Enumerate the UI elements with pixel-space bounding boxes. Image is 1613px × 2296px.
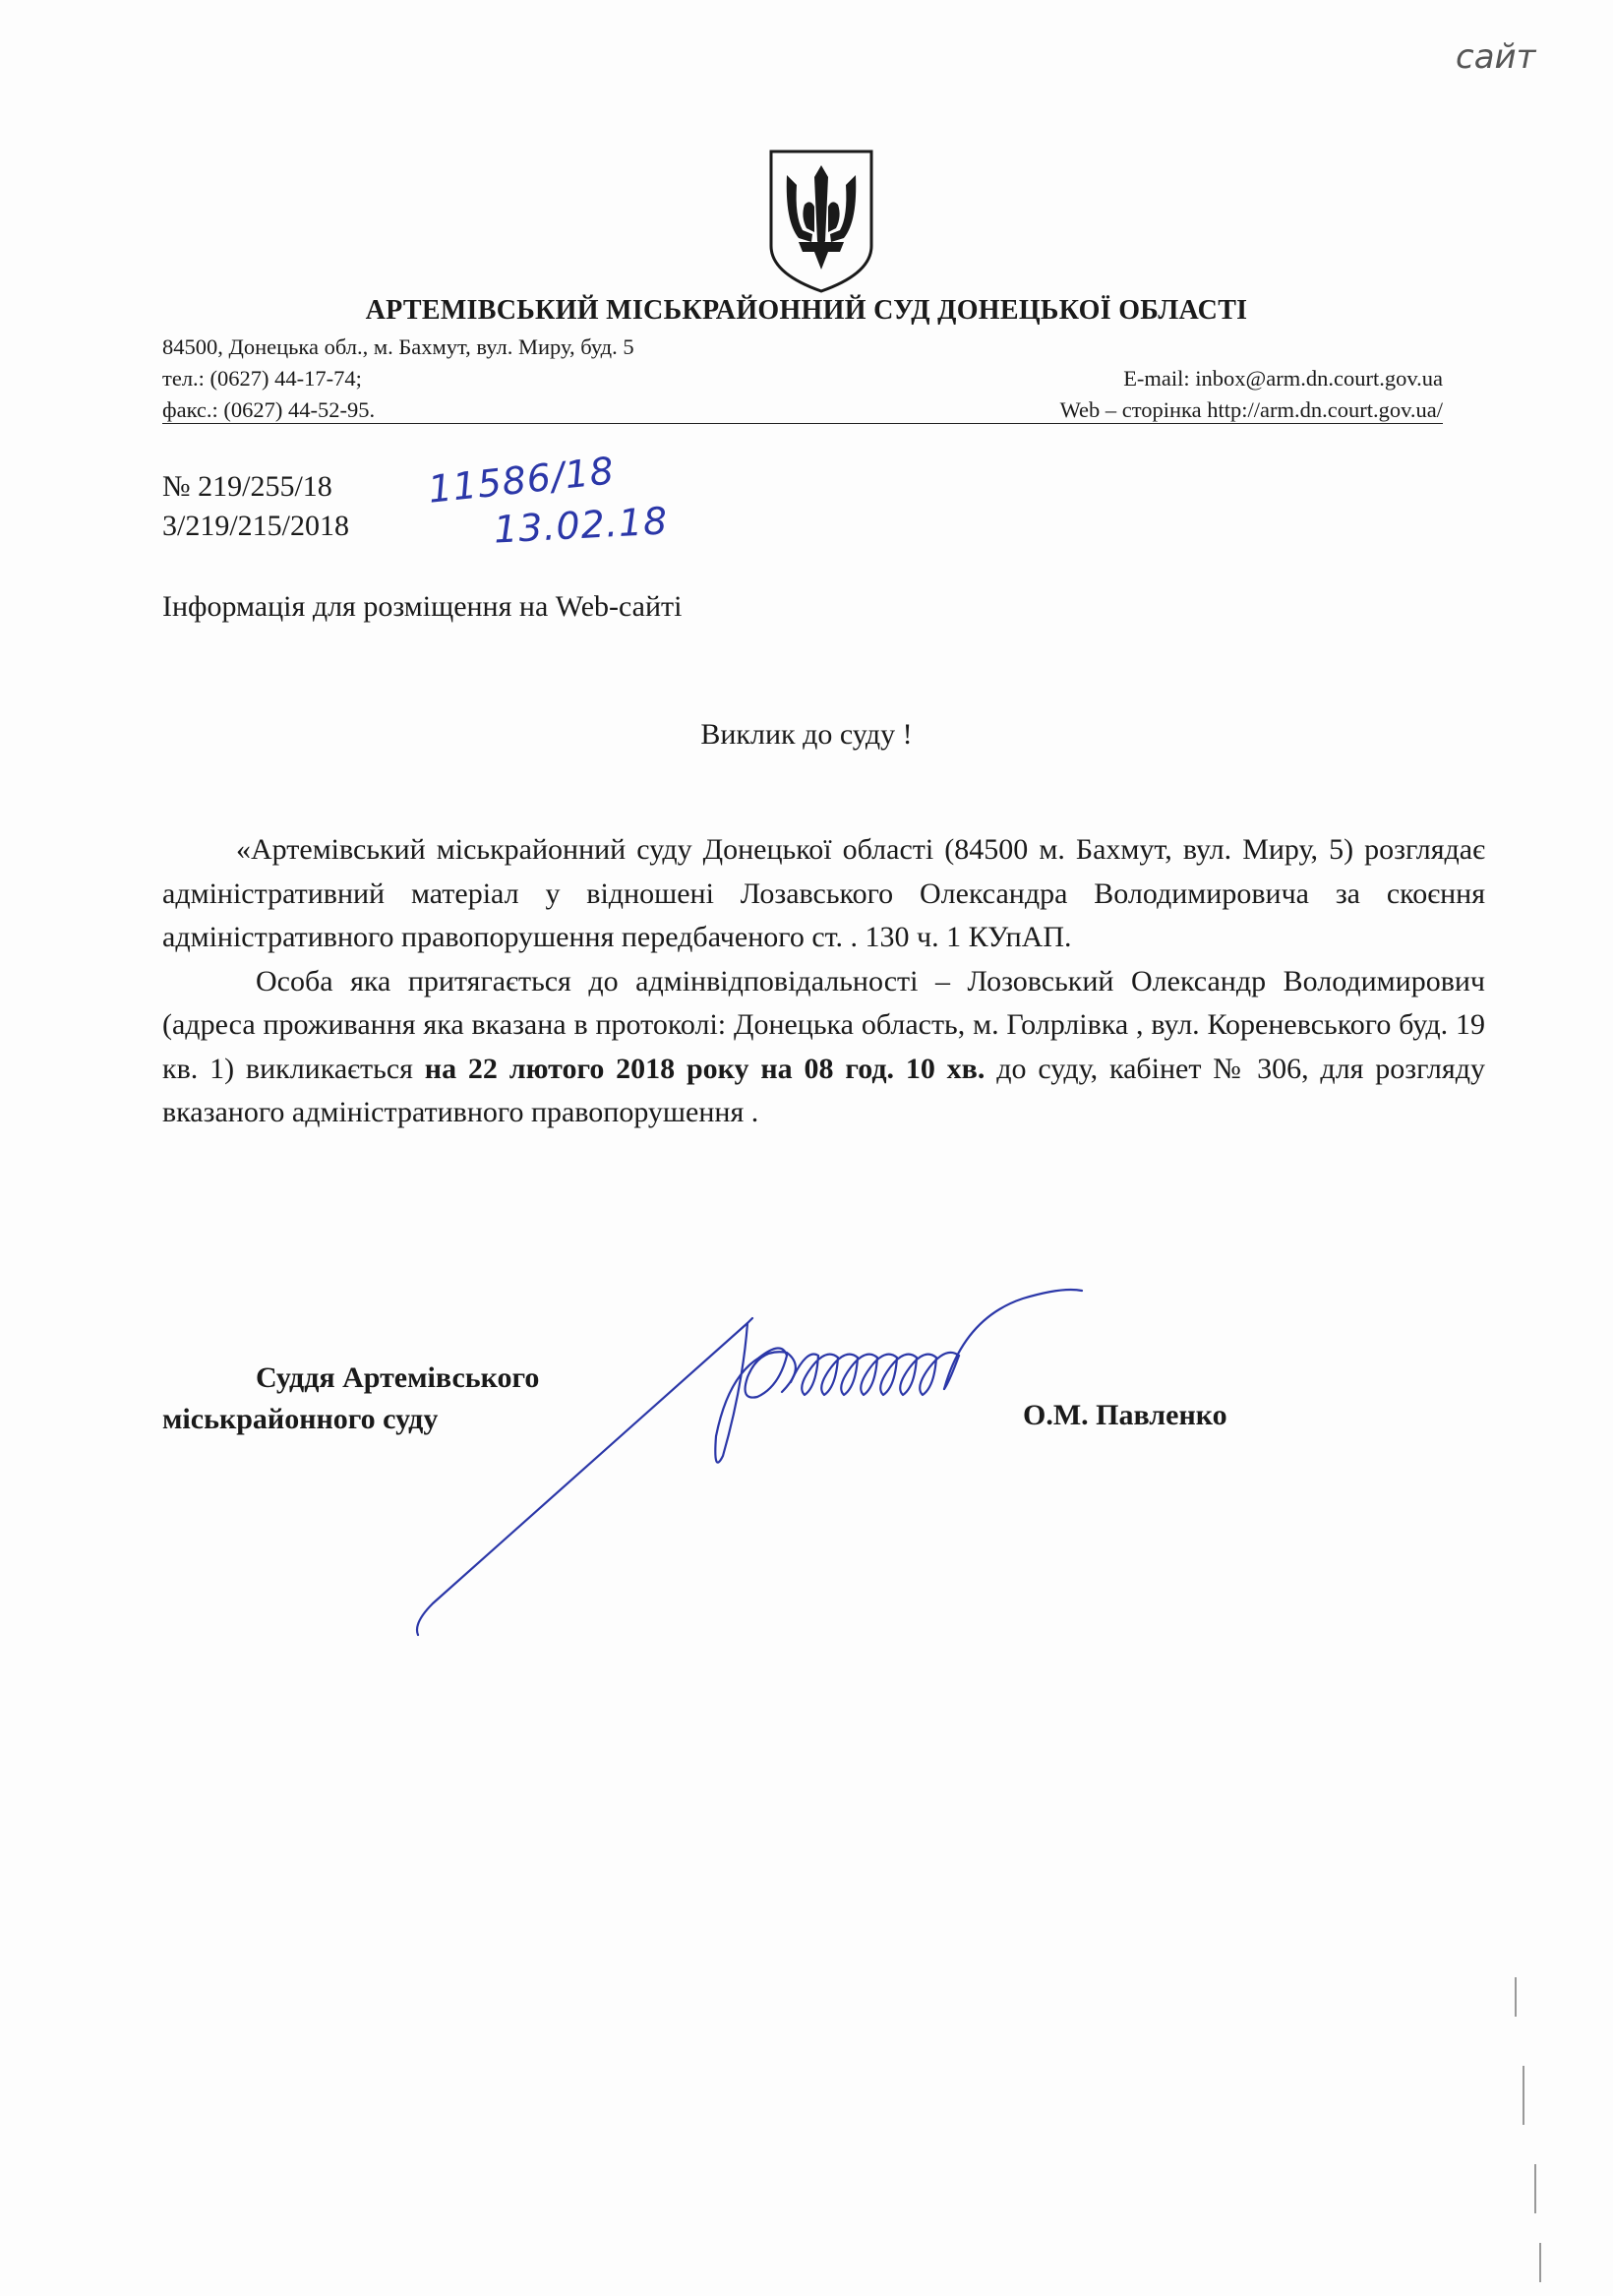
summons-details-text: Особа яка притягається до адмінвідповідальності – Лозовський Олександр Володимирович (адреса проживання яка вказана в протоколі: Донецька область, м. Голрлівка , вул. Кореневського буд. 19 кв. 1) викликається — [162, 964, 1485, 1085]
court-fax: факс.: (0627) 44-52-95. — [162, 397, 376, 422]
summons-body — [162, 828, 1485, 1135]
corner-handwritten-note: сайт — [1456, 37, 1536, 77]
court-email: E-mail: inbox@arm.dn.court.gov.ua — [1123, 366, 1443, 391]
scan-mark — [1539, 2243, 1541, 2282]
handwritten-signature-icon — [393, 1279, 1180, 1672]
paragraph-summons-details — [162, 960, 1485, 1135]
judge-title-line-1: Суддя Артемівського — [256, 1361, 540, 1394]
summons-title: Виклик до суду ! — [700, 718, 913, 751]
info-line: Інформація для розміщення на Web-сайті — [162, 590, 683, 623]
trident-emblem-icon — [765, 148, 877, 295]
paragraph-case-description: «Артемівський міськрайонний суду Донецької області (84500 м. Бахмут, вул. Миру, 5) розглядає адміністративний матеріал у відношені Лозавського Олександра Володимировича за скоєння адміністративного правопорушення передбаченого ст. . 130 ч. 1 КУпАП. — [162, 833, 1485, 953]
handwritten-registration-number: 11586/18 — [426, 449, 617, 512]
judge-title-line-2: міськрайонного суду — [162, 1403, 439, 1435]
court-website: Web – сторінка http://arm.dn.court.gov.ua/ — [1059, 397, 1443, 422]
outgoing-number: № 219/255/18 — [162, 470, 332, 503]
court-phone: тел.: (0627) 44-17-74; — [162, 366, 362, 391]
case-number: 3/219/215/2018 — [162, 510, 350, 542]
header-divider — [162, 423, 1443, 424]
summons-details-text-end: до суду, кабінет № 306, для розгляду вказаного адміністративного правопорушення . — [162, 1052, 1485, 1128]
court-address: 84500, Донецька обл., м. Бахмут, вул. Миру, буд. 5 — [162, 334, 634, 359]
scan-mark — [1534, 2164, 1536, 2213]
judge-name: О.М. Павленко — [1023, 1399, 1227, 1431]
court-title: АРТЕМІВСЬКИЙ МІСЬКРАЙОННИЙ СУД ДОНЕЦЬКОЇ ОБЛАСТІ — [365, 295, 1248, 326]
summons-date-time: на 22 лютого 2018 року на 08 год. 10 хв. — [424, 1052, 986, 1085]
handwritten-registration-date: 13.02.18 — [492, 499, 670, 552]
scan-mark — [1515, 1977, 1517, 2017]
scan-mark — [1523, 2066, 1524, 2125]
